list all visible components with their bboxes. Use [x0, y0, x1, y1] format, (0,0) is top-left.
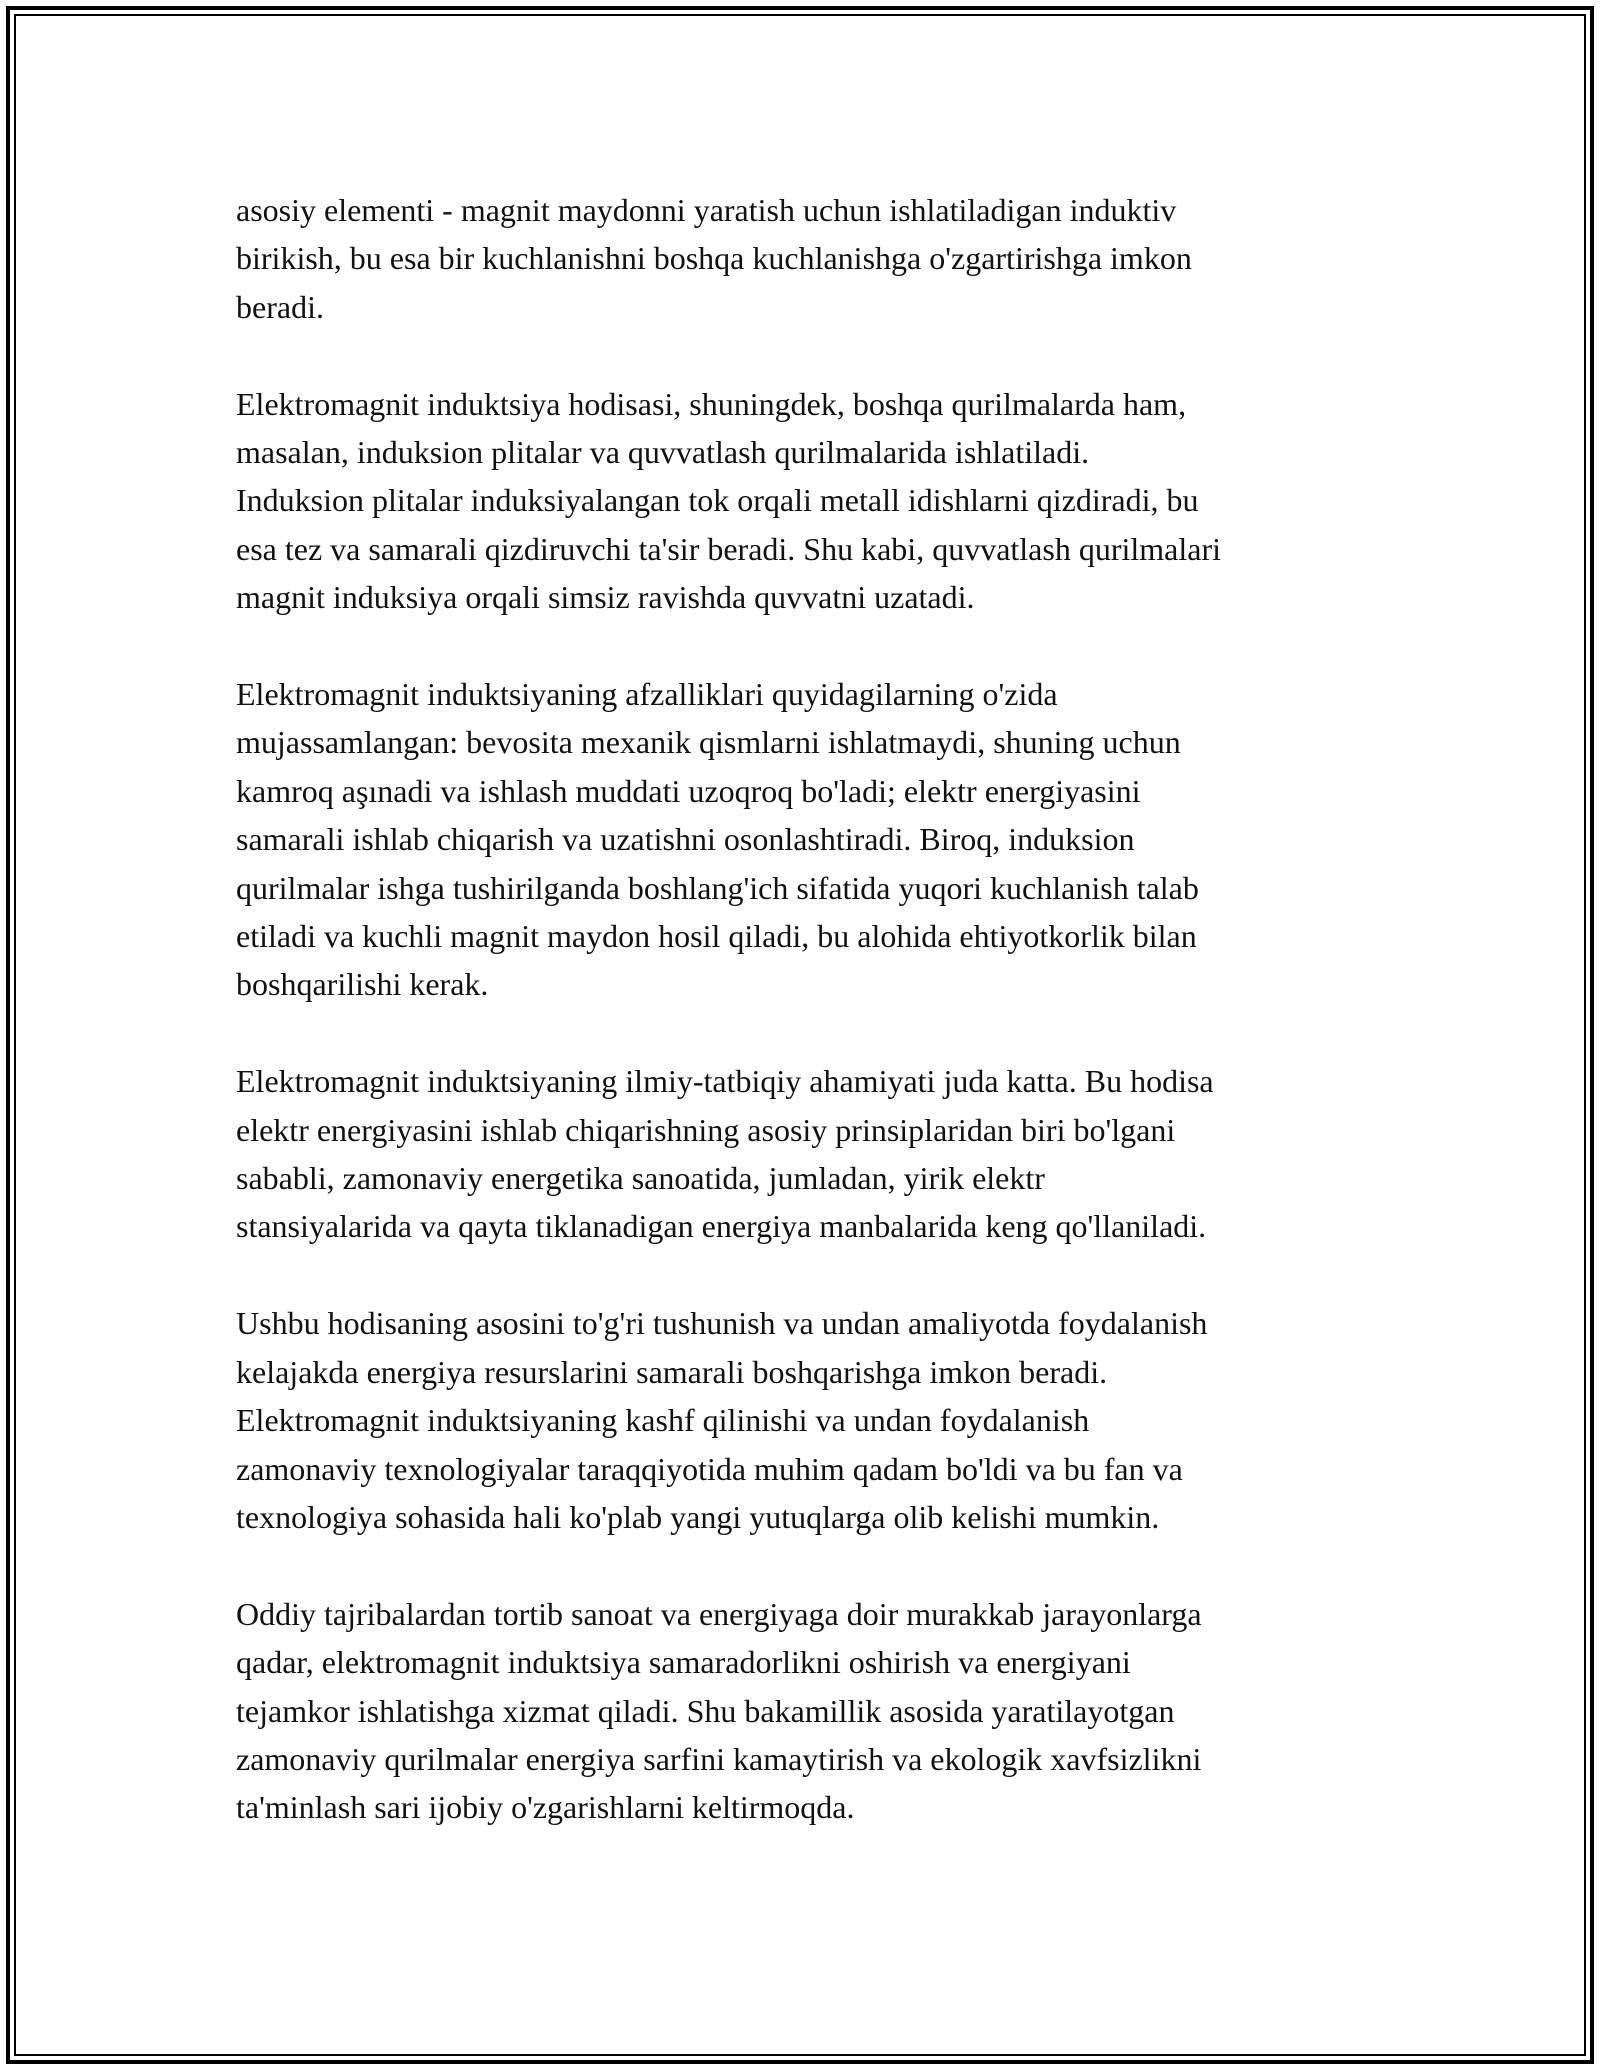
paragraph-induction-devices: Elektromagnit induktsiya hodisasi, shuningdek, boshqa qurilmalarda ham, masalan, induksion plitalar va quvvatlash qurilmalarida ishlatiladi. Induksion plitalar induksiyalangan tok orqali metall idishlarni qizdiradi, bu esa tez va samarali qizdiruvchi ta'sir beradi. Shu kabi, quvvatlash qurilmalari magnit induksiya orqali simsiz ravishda quvvatni uzatadi. [236, 385, 1221, 616]
paragraph-advantages: Elektromagnit induktsiyaning afzalliklari quyidagilarning o'zida mujassamlangan: bevosita mexanik qismlarni ishlatmaydi, shuning uchun kamroq aşınadi va ishlash muddati uzoqroq bo'ladi; elektr energiyasini samarali ishlab chiqarish va uzatishni osonlashtiradi. Biroq, induksion qurilmalar ishga tushirilganda boshlang'ich sifatida yuqori kuchlanish talab etiladi va kuchli magnit maydon hosil qiladi, bu alohida ehtiyotkorlik bilan boshqarilishi kerak. [236, 676, 1199, 1003]
paragraph-transformer-coupling: asosiy elementi - magnit maydonni yaratish uchun ishlatiladigan induktiv birikish, bu esa bir kuchlanishni boshqa kuchlanishga o'zgartirishga imkon beradi. [236, 192, 1192, 325]
paragraph-scientific-significance: Elektromagnit induktsiyaning ilmiy-tatbiqiy ahamiyati juda katta. Bu hodisa elektr energiyasini ishlab chiqarishning asosiy prinsiplaridan biri bo'lgani sababli, zamonaviy energetika sanoatida, jumladan, yirik elektr stansiyalarida va qayta tiklanadigan energiya manbalarida keng qo'llaniladi. [236, 1063, 1214, 1245]
paragraph-conclusion: Oddiy tajribalardan tortib sanoat va energiyaga doir murakkab jarayonlarga qadar, elektromagnit induktsiya samaradorlikni oshirish va energiyani tejamkor ishlatishga xizmat qiladi. Shu bakamillik asosida yaratilayotgan zamonaviy qurilmalar energiya sarfini kamaytirish va ekologik xavfsizlikni ta'minlash sari ijobiy o'zgarishlarni keltirmoqda. [236, 1595, 1202, 1826]
paragraph-future-outlook: Ushbu hodisaning asosini to'g'ri tushunish va undan amaliyotda foydalanish kelajakda energiya resurslarini samarali boshqarishga imkon beradi. Elektromagnit induktsiyaning kashf qilinishi va undan foydalanish zamonaviy texnologiyalar taraqqiyotida muhim qadam bo'ldi va bu fan va texnologiya sohasida hali ko'plab yangi yutuqlarga olib kelishi mumkin. [236, 1305, 1208, 1535]
document-body [236, 186, 1396, 1880]
